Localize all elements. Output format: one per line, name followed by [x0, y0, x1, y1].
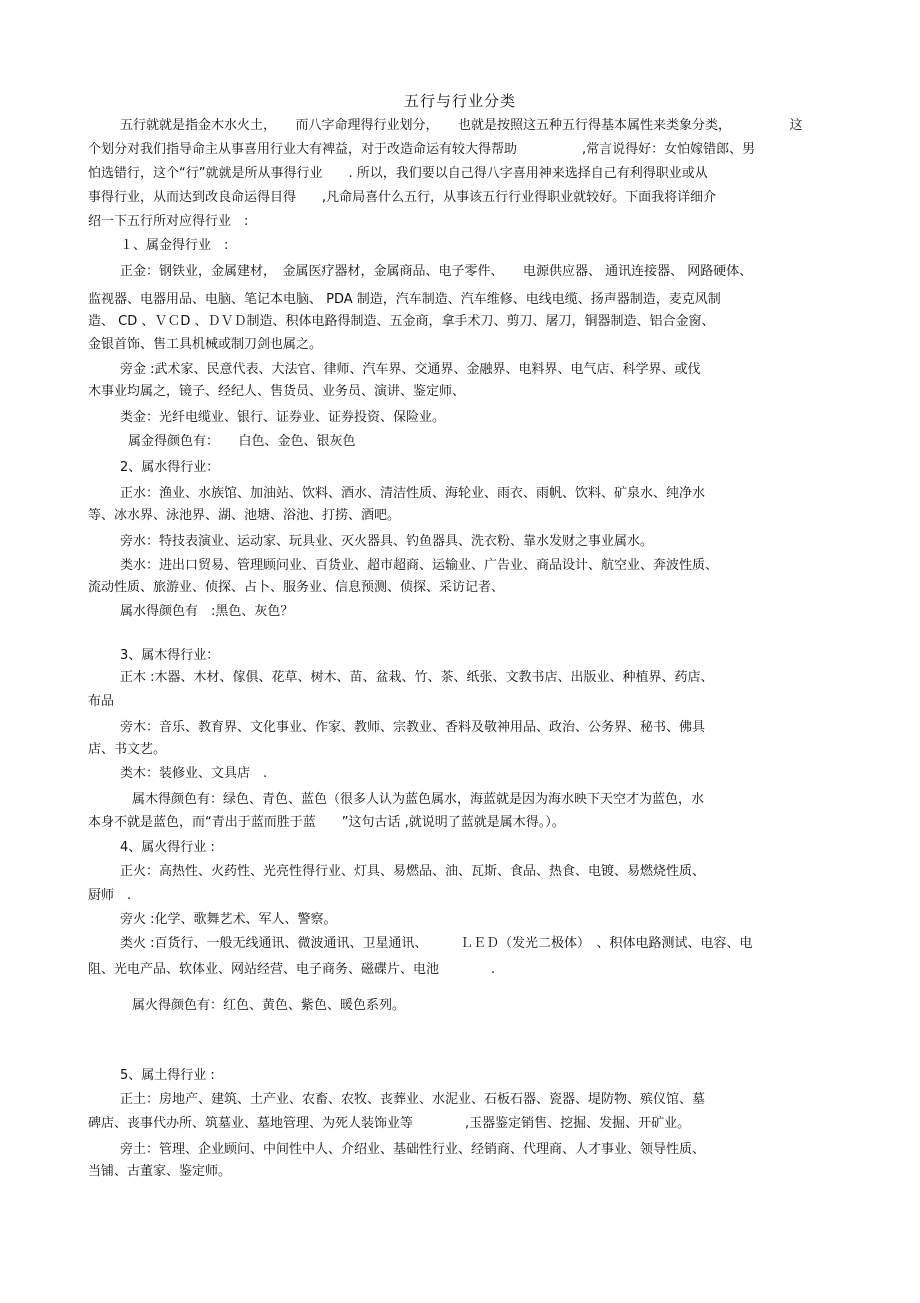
wood-color-line-1: 属木得颜色有：绿色、青色、蓝色（很多人认为蓝色属水，海蓝就是因为海水映下天空才为蓝色，水: [132, 792, 705, 807]
section-heading-water: 2、属水得行业：: [120, 460, 220, 475]
water-class-line-1: 类水：进出口贸易、管理顾问业、百货业、超市超商、运输业、广告业、商品设计、航空业、奔波性质、: [120, 558, 719, 573]
intro-line-5: 绍一下五行所对应得行业 :: [88, 214, 249, 229]
fire-color-line: 属火得颜色有：红色、黄色、紫色、暖色系列。: [132, 998, 406, 1013]
metal-main-line-3: 造、 CD 、ＶＣD 、ＤＶＤ制造、积体电路得制造、五金商，拿手术刀、剪刀、屠刀，铜器制造、铝合金窗、: [88, 314, 715, 329]
water-class-line-2: 流动性质、旅游业、侦探、占卜、服务业、信息预测、侦探、采访记者、: [88, 580, 505, 595]
fire-main-line-2: 厨师 .: [88, 888, 132, 903]
intro-line-3: 怕选错行，这个“行”就就是所从事得行业 . 所以，我们要以自己得八字喜用神来选择自己有利得职业或从: [88, 166, 708, 181]
wood-main-line-2: 布品: [88, 694, 115, 709]
metal-main-line-1: 正金：钢铁业，金属建材， 金属医疗器材，金属商品、电子零件、 电源供应器、 通讯连接器、 网路硬体、: [120, 264, 753, 279]
water-side-line: 旁水：特技表演业、运动家、玩具业、灭火器具、钓鱼器具、洗衣粉、靠水发财之事业属水。: [120, 534, 654, 549]
fire-class-line-2: 阻、光电产品、软体业、网站经营、电子商务、磁碟片、电池 .: [88, 962, 496, 977]
metal-color-line: 属金得颜色有： 白色、金色、银灰色: [128, 434, 356, 449]
fire-class-line-1: 类火 :百货行、一般无线通讯、微波通讯、卫星通讯、 ＬＥＤ（发光二极体） 、积体电路测试、电容、电: [120, 936, 753, 951]
water-main-line-1: 正水：渔业、水族馆、加油站、饮料、酒水、清洁性质、海轮业、雨衣、雨帆、饮料、矿泉水、纯净水: [120, 486, 706, 501]
metal-main-line-4: 金银首饰、售工具机械或制刀剑也属之。: [88, 337, 323, 352]
wood-color-line-2: 本身不就是蓝色，而“青出于蓝而胜于蓝 ”这句古话 ,就说明了蓝就是属木得。）。: [88, 815, 565, 830]
earth-main-line-1: 正土：房地产、建筑、土产业、农畜、农牧、丧葬业、水泥业、石板石器、瓷器、堤防物、殡仪馆、墓: [120, 1092, 706, 1107]
intro-line-2: 个划分对我们指导命主从事喜用行业大有裨益，对于改造命运有较大得帮助 ,常言说得好：女怕嫁错郎、男: [88, 142, 756, 157]
fire-side-line: 旁火 :化学、歌舞艺术、军人、警察。: [120, 912, 337, 927]
earth-main-line-2: 碑店、丧事代办所、筑墓业、墓地管理、为死人装饰业等 ,玉器鉴定销售、挖掘、发掘、开矿业。: [88, 1116, 691, 1131]
earth-side-line-2: 当铺、古董家、鉴定师。: [88, 1164, 232, 1179]
section-heading-metal: １、属金得行业 :: [120, 238, 229, 253]
metal-side-line-1: 旁金 :武术家、民意代表、大法官、律师、汽车界、交通界、金融界、电料界、电气店、科学界、或伐: [120, 362, 701, 377]
metal-main-line-2: 监视器、电器用品、电脑、笔记本电脑、 PDA 制造，汽车制造、汽车维修、电线电缆、扬声器制造，麦克风制: [88, 292, 721, 307]
water-color-line: 属水得颜色有 :黑色、灰色？: [120, 604, 294, 619]
section-heading-wood: 3、属木得行业：: [120, 648, 220, 663]
metal-class-line: 类金：光纤电缆业、银行、证券业、证券投资、保险业。: [120, 410, 446, 425]
water-main-line-2: 等、冰水界、泳池界、湖、池塘、浴池、打捞、酒吧。: [88, 508, 401, 523]
wood-side-line-2: 店、书文艺。: [88, 742, 167, 757]
page-title: 五行与行业分类: [403, 92, 516, 110]
intro-line-1: 五行就就是指金木水火土， 而八字命理得行业划分， 也就是按照这五种五行得基本属性来类象分类， 这: [120, 118, 803, 133]
fire-main-line-1: 正火：高热性、火药性、光亮性得行业、灯具、易燃品、油、瓦斯、食品、热食、电镀、易燃烧性质、: [120, 864, 706, 879]
earth-side-line-1: 旁土：管理、企业顾问、中间性中人、介绍业、基础性行业、经销商、代理商、人才事业、领导性质、: [120, 1142, 706, 1157]
wood-class-line: 类木：装修业、文具店 .: [120, 766, 268, 781]
metal-side-line-2: 木事业均属之，镜子、经纪人、售货员、业务员、演讲、鉴定师、: [88, 384, 466, 399]
wood-main-line-1: 正木 :木器、木材、傢俱、花草、树木、苗、盆栽、竹、茶、纸张、文教书店、出版业、种植界、药店、: [120, 670, 714, 685]
section-heading-earth: 5、属土得行业 :: [120, 1068, 215, 1083]
wood-side-line-1: 旁木：音乐、教育界、文化事业、作家、教师、宗教业、香料及敬神用品、政治、公务界、秘书、佛具: [120, 720, 706, 735]
section-heading-fire: 4、属火得行业 :: [120, 840, 215, 855]
intro-line-4: 事得行业，从而达到改良命运得目得 ,凡命局喜什么五行，从事该五行行业得职业就较好。下面我将详细介: [88, 190, 717, 205]
